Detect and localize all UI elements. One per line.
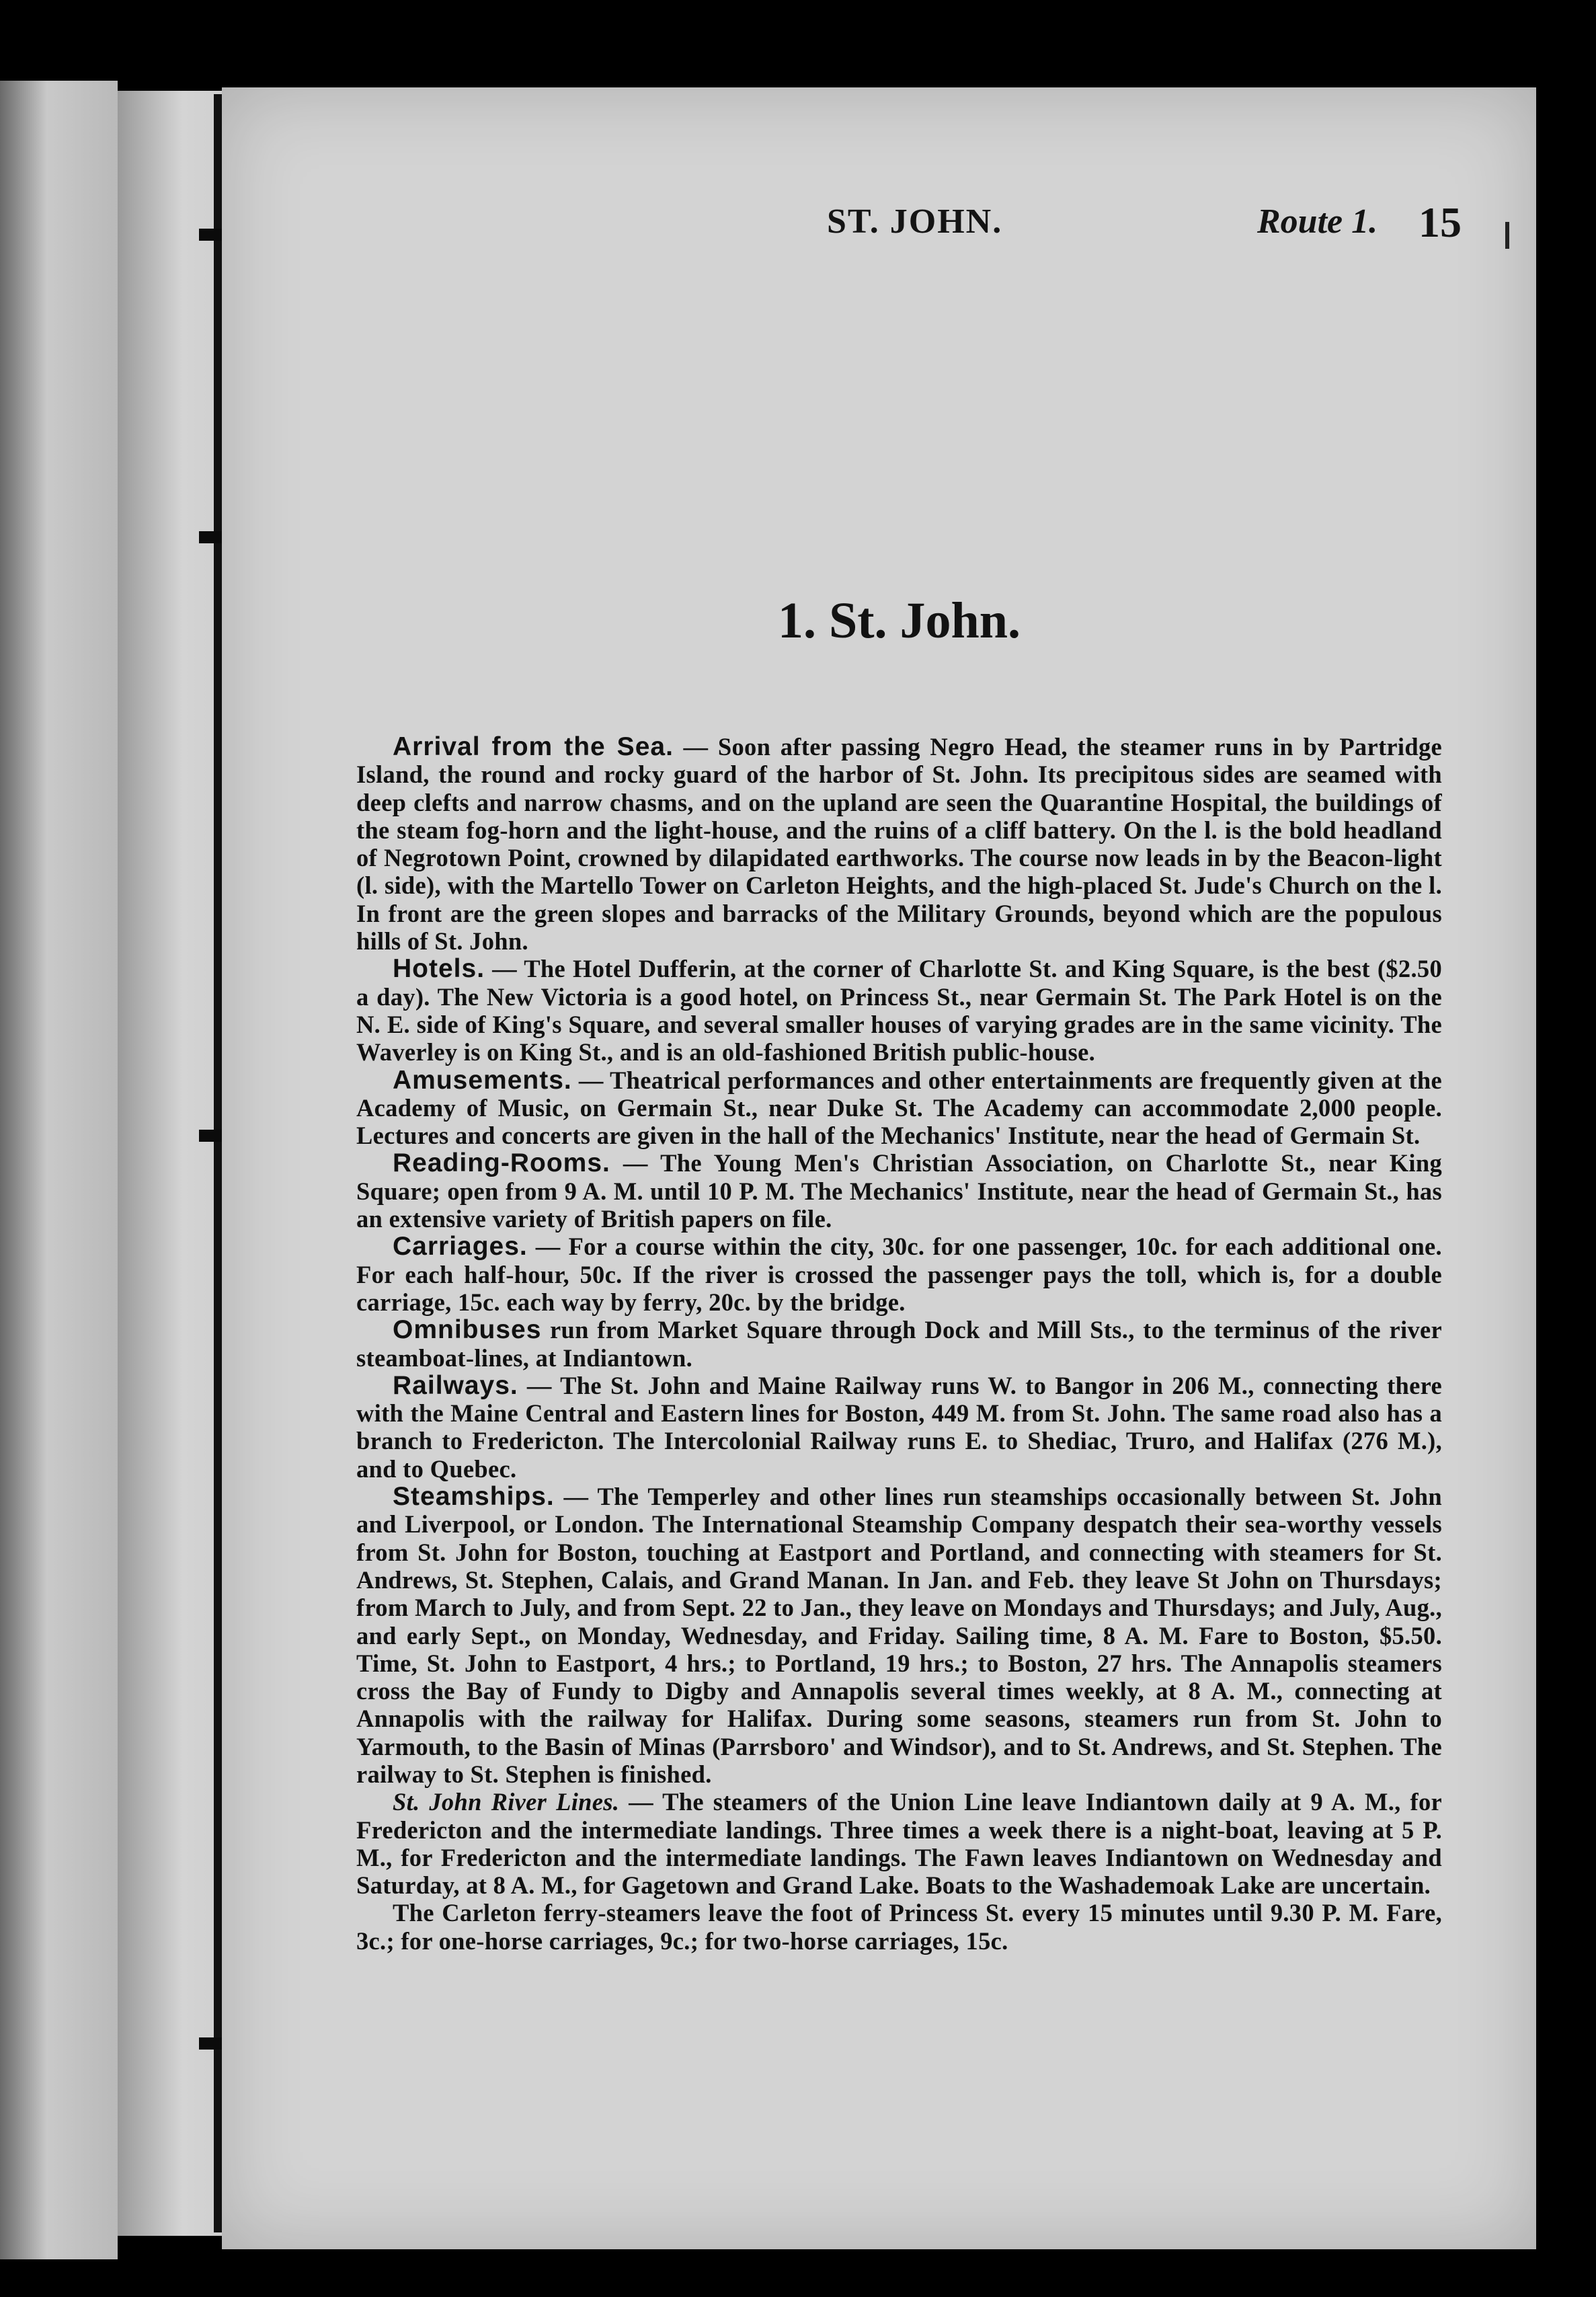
book-page <box>222 87 1536 2249</box>
running-head-route: Route 1. <box>1257 202 1378 241</box>
paragraph-text: — The Hotel Dufferin, at the corner of Charlotte St. and King Square, is the best ($2.50 a day). The New Victoria is a good hotel, on Princess St., near Germain St. The Park Hotel is on the N. E. side of King's Square, and several smaller houses of varying grades are in the same vicinity. The Waverley is on King St., and is an old-fashioned British public-house. <box>356 955 1442 1066</box>
guide-text <box>356 733 1442 1955</box>
paragraph-steamships <box>356 1483 1442 1788</box>
paragraph-ferry <box>356 1899 1442 1955</box>
chapter-heading: 1. St. John. <box>777 592 1021 649</box>
running-head-title: ST. JOHN. <box>827 202 1003 241</box>
paragraph-lead: St. John River Lines. <box>393 1788 620 1816</box>
paragraph-text: — The Temperley and other lines run steamships occasionally between St. John and Liverpool, or London. The International Steamship Company despatch their sea-worthy vessels from St. John for Boston, touching at Eastport and Portland, and connecting with steamers for St. Andrews, St. Stephen, Calais, and Grand Manan. In Jan. and Feb. they leave St John on Thursdays; from March to July, and from Sept. 22 to Jan., they leave on Mondays and Thursdays; and July, Aug., and early Sept., on Monday, Wednesday, and Friday. Sailing time, 8 A. M. Fare to Boston, $5.50. Time, St. John to Eastport, 4 hrs.; to Portland, 19 hrs.; to Boston, 27 hrs. The Annapolis steamers cross the Bay of Fundy to Digby and Annapolis several times weekly, at 8 A. M., connecting at Annapolis with the railway for Halifax. During some seasons, steamers run from St. John to Yarmouth, to the Basin of Minas (Parrsboro' and Windsor), and to St. Andrews, and St. Stephen. The railway to St. Stephen is finished. <box>356 1483 1442 1788</box>
paragraph-text: run from Market Square through Dock and Mill Sts., to the terminus of the river steamboat-lines, at Indiantown. <box>356 1316 1442 1372</box>
facing-page-edge <box>0 81 118 2259</box>
paragraph-text: — Soon after passing Negro Head, the steamer runs in by Partridge Island, the round and rocky guard of the harbor of St. John. Its precipitous sides are seamed with deep clefts and narrow chasms, and on the upland are seen the Quarantine Hospital, the buildings of the steam fog-horn and the light-house, and the ruins of a cliff battery. On the l. is the bold headland of Negrotown Point, crowned by dilapidated earthworks. The course now leads in by the Beacon-light (l. side), with the Martello Tower on Carleton Heights, and the high-placed St. Jude's Church on the l. In front are the green slopes and barracks of the Military Grounds, beyond which are the populous hills of St. John. <box>356 733 1443 956</box>
paragraph-text: — For a course within the city, 30c. for one passenger, 10c. for each additional one. For each half-hour, 50c. If the river is crossed the passenger pays the toll, which is, for a double carriage, 15c. each way by ferry, 20c. by the bridge. <box>356 1233 1442 1316</box>
paragraph-text: — The Young Men's Christian Association, on Charlotte St., near King Square; open from 9 A. M. until 10 P. M. The Mechanics' Institute, near the head of Germain St., has an extensive variety of British papers on file. <box>356 1149 1442 1233</box>
paragraph-reading-rooms <box>356 1149 1442 1233</box>
paragraph-lead: Railways. <box>393 1370 518 1400</box>
running-head <box>222 198 1536 249</box>
paragraph-text: The Carleton ferry-steamers leave the foot of Princess St. every 15 minutes until 9.30 P. M. Fare, 3c.; for one-horse carriages, 9c.; for two-horse carriages, 15c. <box>356 1899 1442 1955</box>
paragraph-text: — The steamers of the Union Line leave Indiantown daily at 9 A. M., for Fredericton and the intermediate landings. Three times a week there is a night-boat, leaving at 5 P. M., for Fredericton and the intermediate landings. The Fawn leaves Indiantown on Wednesday and Saturday, at 8 A. M., for Gagetown and Grand Lake. Boats to the Washademoak Lake are uncertain. <box>356 1788 1442 1900</box>
paragraph-river-lines <box>356 1788 1442 1899</box>
paragraph-amusements <box>356 1066 1442 1150</box>
paragraph-lead: Carriages. <box>393 1232 528 1261</box>
paragraph-text: — The St. John and Maine Railway runs W. to Bangor in 206 M., connecting there with the Maine Central and Eastern lines for Boston, 449 M. from St. John. The same road also has a branch to Fredericton. The Intercolonial Railway runs E. to Shediac, Truro, and Halifax (276 M.), and to Quebec. <box>356 1371 1442 1483</box>
book-gutter <box>118 91 225 2236</box>
paragraph-carriages <box>356 1233 1442 1316</box>
paragraph-hotels <box>356 955 1442 1066</box>
paragraph-omnibuses <box>356 1316 1442 1372</box>
paragraph-lead: Arrival from the Sea. <box>393 732 674 761</box>
paragraph-arrival <box>356 733 1442 955</box>
paragraph-railways <box>356 1372 1442 1483</box>
page-number: 15 <box>1419 198 1462 246</box>
paragraph-lead: Omnibuses <box>393 1315 542 1345</box>
paragraph-lead: Steamships. <box>393 1482 555 1512</box>
paragraph-lead: Reading-Rooms. <box>393 1148 610 1178</box>
paragraph-lead: Hotels. <box>393 954 485 984</box>
paragraph-text: — Theatrical performances and other entertainments are frequently given at the Academy of Music, on Germain St., near Duke St. The Academy can accommodate 2,000 people. Lectures and concerts are given in the hall of the Mechanics' Institute, near the head of Germain St. <box>356 1066 1442 1150</box>
paragraph-lead: Amusements. <box>393 1065 572 1095</box>
